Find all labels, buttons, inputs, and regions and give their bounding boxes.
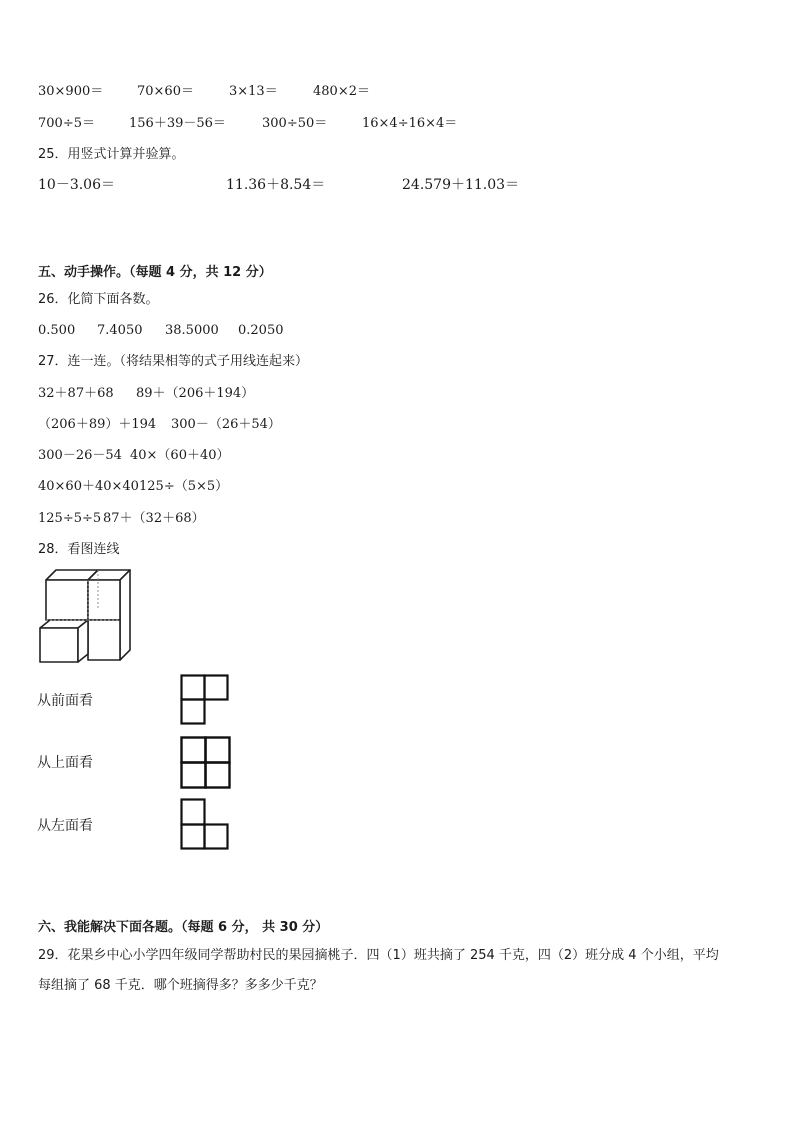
oral-calc-item: 16×4÷16×4＝: [362, 116, 458, 131]
oral-calc-item: 156＋39－56＝: [129, 116, 226, 131]
decimal-item: 38.5000: [165, 323, 219, 338]
view-label-front: 从前面看: [37, 693, 93, 709]
question-25-title: 25．用竖式计算并验算。: [38, 147, 185, 162]
question-26-title: 26．化简下面各数。: [38, 292, 159, 307]
oral-calc-item: 3×13＝: [229, 84, 278, 99]
vertical-calc-item: 11.36＋8.54＝: [226, 177, 326, 193]
match-left-expression: 300－26－54: [38, 448, 122, 463]
decimal-item: 0.500: [38, 323, 76, 338]
oral-calc-item: 70×60＝: [137, 84, 194, 99]
question-28-title: 28．看图连线: [38, 542, 120, 557]
match-right-expression: 40×（60＋40）: [130, 448, 230, 463]
match-left-expression: 32＋87＋68: [38, 386, 114, 401]
vertical-calc-item: 10－3.06＝: [38, 177, 115, 193]
question-29-line-1: 29．花果乡中心小学四年级同学帮助村民的果园摘桃子．四（1）班共摘了 254 千克，四（2）班分成 4 个小组，平均: [38, 948, 719, 963]
decimal-item: 7.4050: [97, 323, 143, 338]
question-27-title: 27．连一连。（将结果相等的式子用线连起来）: [38, 354, 309, 369]
section-5-heading: 五、动手操作。（每题 4 分，共 12 分）: [38, 265, 272, 280]
oral-calc-item: 480×2＝: [313, 84, 370, 99]
match-right-expression: 125÷（5×5）: [139, 479, 229, 494]
view-shape-c: [180, 798, 230, 852]
oral-calc-item: 700÷5＝: [38, 116, 95, 131]
view-shape-a: [180, 674, 230, 726]
match-right-expression: 300－（26＋54）: [171, 417, 281, 432]
vertical-calc-item: 24.579＋11.03＝: [402, 177, 520, 193]
section-6-heading: 六、我能解决下面各题。（每题 6 分， 共 30 分）: [38, 920, 329, 935]
match-left-expression: 40×60＋40×40: [38, 479, 139, 494]
question-29-line-2: 每组摘了 68 千克．哪个班摘得多？多多少千克？: [38, 978, 323, 993]
match-right-expression: 89＋（206＋194）: [136, 386, 255, 401]
view-label-top: 从上面看: [37, 755, 93, 771]
decimal-item: 0.2050: [238, 323, 284, 338]
oral-calc-item: 300÷50＝: [262, 116, 328, 131]
oral-calc-item: 30×900＝: [38, 84, 104, 99]
match-left-expression: （206＋89）＋194: [38, 417, 157, 432]
match-right-expression: 87＋（32＋68）: [103, 511, 205, 526]
match-left-expression: 125÷5÷5: [38, 511, 102, 526]
view-label-left: 从左面看: [37, 818, 93, 834]
cube-stack-figure: [36, 566, 132, 666]
view-shape-b: [180, 736, 232, 790]
